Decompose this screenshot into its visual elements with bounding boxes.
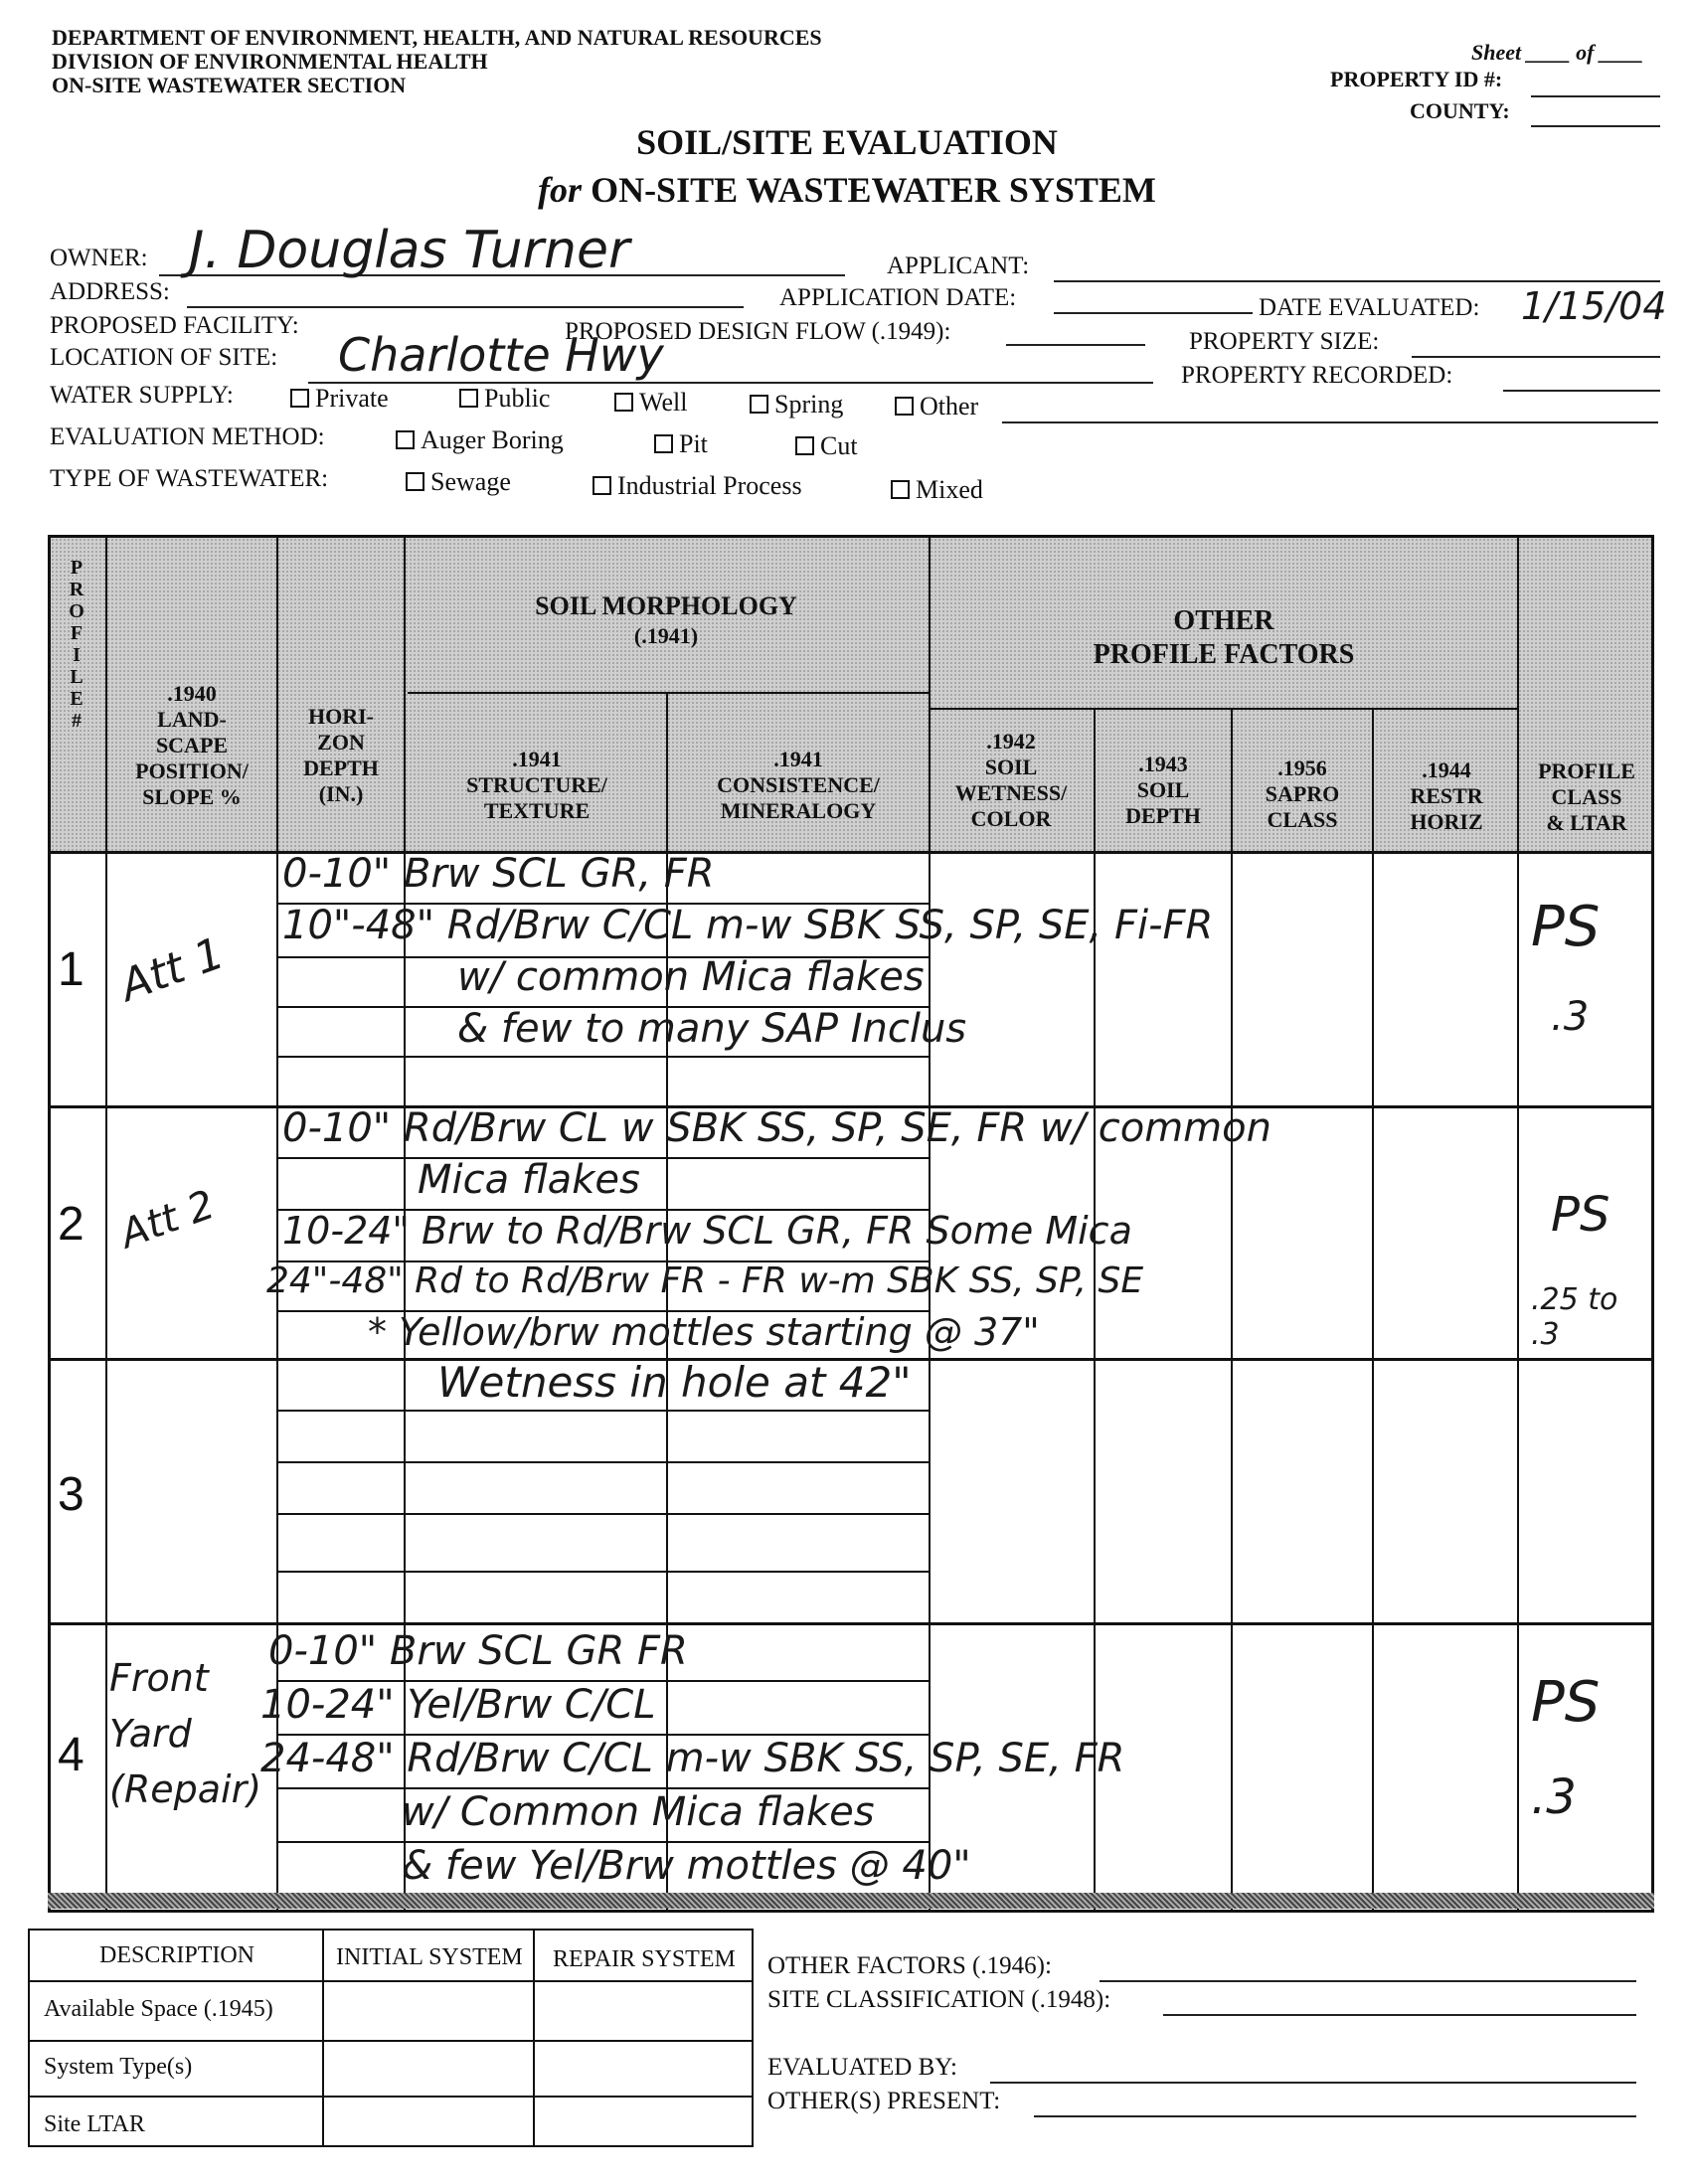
summary-row-2 [28, 2040, 754, 2042]
restr-col-header: .1944 RESTR HORIZ [1410, 757, 1483, 834]
profile-4-line-4: w/ Common Mica flakes [402, 1789, 875, 1835]
profile-1-line-3: w/ common Mica flakes [457, 954, 925, 1000]
location-value: Charlotte Hwy [338, 328, 664, 382]
summary-col-2 [533, 1929, 535, 2147]
waste-industrial-checkbox[interactable]: Industrial Process [593, 471, 802, 501]
water-private-checkbox[interactable]: Private [290, 384, 389, 414]
profile-1-class: PS [1531, 895, 1601, 959]
application-date-label: APPLICATION DATE: [779, 284, 1017, 311]
profile-2-ltar: .25 to .3 [1531, 1282, 1618, 1352]
soil-depth-col-header: .1943 SOIL DEPTH [1125, 752, 1201, 828]
property-id-line[interactable] [1531, 95, 1660, 97]
p1-subrow-4 [276, 1056, 929, 1058]
summary-repair-header: REPAIR SYSTEM [553, 1946, 736, 1972]
p3-subrow-1 [276, 1410, 929, 1412]
waste-mixed-checkbox[interactable]: Mixed [891, 475, 983, 505]
others-present-label: OTHER(S) PRESENT: [767, 2088, 1001, 2114]
wetness-col-header: .1942 SOIL WETNESS/ COLOR [954, 729, 1068, 831]
profile-1-number: 1 [58, 943, 85, 996]
date-evaluated-label: DATE EVALUATED: [1259, 294, 1480, 321]
table-bottom-band [48, 1893, 1654, 1909]
horizon-col-header: HORI- ZON DEPTH (IN.) [303, 704, 379, 806]
water-public-checkbox[interactable]: Public [459, 384, 550, 414]
other-factors-label: OTHER FACTORS (.1946): [767, 1952, 1052, 1979]
col-line-8 [1372, 708, 1374, 1910]
summary-available-space: Available Space (.1945) [44, 1996, 273, 2022]
morph-header-divider [408, 692, 931, 694]
profile-1-landscape: Att 1 [113, 927, 232, 1012]
summary-site-ltar: Site LTAR [44, 2111, 145, 2137]
profile-2-line-5: * Yellow/brw mottles starting @ 37" [368, 1310, 1040, 1354]
eval-cut-checkbox[interactable]: Cut [795, 431, 858, 461]
profile-4-line-5: & few Yel/Brw mottles @ 40" [402, 1843, 971, 1889]
water-other-checkbox[interactable]: Other [895, 392, 978, 421]
form-subtitle: for ON-SITE WASTEWATER SYSTEM [538, 170, 1156, 210]
owner-label: OWNER: [50, 245, 148, 271]
profile-class-col-header: PROFILE CLASS & LTAR [1538, 758, 1635, 835]
design-flow-label: PROPOSED DESIGN FLOW (.1949): [565, 318, 951, 345]
summary-initial-header: INITIAL SYSTEM [336, 1944, 523, 1970]
col-line-1 [105, 538, 107, 1910]
profile-4-line-2: 10-24" Yel/Brw C/CL [260, 1682, 656, 1728]
property-size-line[interactable] [1412, 356, 1660, 358]
form-title: SOIL/SITE EVALUATION [636, 122, 1058, 162]
design-flow-line[interactable] [1006, 344, 1145, 346]
summary-system-types: System Type(s) [44, 2054, 193, 2080]
col-line-7 [1231, 708, 1233, 1910]
profile-col-header: P R O F I L E # [69, 557, 85, 732]
p3-subrow-2 [276, 1461, 929, 1463]
other-factors-line[interactable] [1100, 1980, 1636, 1982]
others-present-line[interactable] [1034, 2115, 1636, 2117]
county-label: COUNTY: [1410, 98, 1510, 123]
profile-1-line-1: 0-10" Brw SCL GR, FR [282, 851, 715, 897]
summary-row-1 [28, 1980, 754, 1982]
col-line-9 [1517, 538, 1519, 1910]
date-evaluated-value: 1/15/04 [1521, 284, 1667, 328]
evaluated-by-label: EVALUATED BY: [767, 2054, 957, 2081]
department-header [52, 26, 822, 97]
eval-auger-checkbox[interactable]: Auger Boring [396, 425, 564, 455]
application-date-line[interactable] [1054, 312, 1253, 314]
applicant-line[interactable] [1054, 280, 1660, 282]
property-id-label: PROPERTY ID #: [1330, 67, 1503, 91]
water-other-line[interactable] [1002, 421, 1658, 423]
profile-1-line-4: & few to many SAP Inclus [457, 1006, 967, 1052]
profile-3-number: 3 [58, 1468, 85, 1521]
dept-line-3: ON-SITE WASTEWATER SECTION [52, 73, 407, 97]
profile-2-line-2: Mica flakes [418, 1157, 640, 1203]
landscape-col-header: .1940 LAND- SCAPE POSITION/ SLOPE % [135, 681, 249, 809]
property-recorded-label: PROPERTY RECORDED: [1181, 362, 1453, 389]
profile-2-line-3: 10-24" Brw to Rd/Brw SCL GR, FR Some Mica [282, 1209, 1132, 1253]
owner-value: J. Douglas Turner [189, 221, 630, 280]
profile-4-line-3: 24-48" Rd/Brw C/CL m-w SBK SS, SP, SE, FR [260, 1736, 1125, 1781]
summary-description-header: DESCRIPTION [99, 1942, 255, 1968]
structure-col-header: .1941 STRUCTURE/ TEXTURE [466, 747, 607, 823]
wastewater-label: TYPE OF WASTEWATER: [50, 465, 329, 492]
profile-4-ltar: .3 [1531, 1769, 1577, 1825]
site-classification-label: SITE CLASSIFICATION (.1948): [767, 1986, 1111, 2013]
row-sep-3 [51, 1622, 1651, 1625]
profile-2-line-1: 0-10" Rd/Brw CL w SBK SS, SP, SE, FR w/ common [282, 1105, 1271, 1151]
water-well-checkbox[interactable]: Well [614, 388, 687, 418]
profile-2-line-4: 24"-48" Rd to Rd/Brw FR - FR w-m SBK SS, SP, SE [266, 1260, 1144, 1301]
waste-sewage-checkbox[interactable]: Sewage [406, 467, 511, 497]
site-classification-line[interactable] [1163, 2014, 1636, 2016]
property-size-label: PROPERTY SIZE: [1189, 328, 1380, 355]
location-line[interactable] [308, 382, 1153, 384]
dept-line-1: DEPARTMENT OF ENVIRONMENT, HEALTH, AND NATURAL RESOURCES [52, 25, 822, 50]
p3-subrow-4 [276, 1571, 929, 1573]
proposed-facility-label: PROPOSED FACILITY: [50, 312, 299, 339]
summary-col-1 [322, 1929, 324, 2147]
consistence-col-header: .1941 CONSISTENCE/ MINERALOGY [717, 747, 880, 823]
address-line[interactable] [187, 306, 744, 308]
profile-4-landscape: Front Yard (Repair) [109, 1656, 262, 1811]
dept-line-2: DIVISION OF ENVIRONMENTAL HEALTH [52, 49, 488, 74]
profile-1-ltar: .3 [1551, 994, 1590, 1040]
evaluated-by-line[interactable] [990, 2082, 1636, 2084]
profile-4-class: PS [1531, 1670, 1601, 1735]
evaluation-method-label: EVALUATION METHOD: [50, 423, 325, 450]
factors-header-divider [931, 708, 1517, 710]
p3-subrow-3 [276, 1513, 929, 1515]
sapro-col-header: .1956 SAPRO CLASS [1265, 756, 1340, 832]
profile-2-landscape: Att 2 [114, 1181, 221, 1259]
applicant-label: APPLICANT: [887, 252, 1030, 279]
profile-3-line-1: Wetness in hole at 42" [437, 1358, 912, 1407]
profile-1-line-2: 10"-48" Rd/Brw C/CL m-w SBK SS, SP, SE, Fi-FR [282, 903, 1214, 948]
summary-row-3 [28, 2096, 754, 2098]
sheet-label: Sheet ____ of ____ [1471, 40, 1643, 65]
property-recorded-line[interactable] [1503, 390, 1660, 392]
water-supply-label: WATER SUPPLY: [50, 382, 234, 409]
location-label: LOCATION OF SITE: [50, 344, 278, 371]
profile-2-class: PS [1551, 1187, 1610, 1243]
address-label: ADDRESS: [50, 278, 170, 305]
profile-4-number: 4 [58, 1729, 85, 1781]
soil-morphology-header: SOIL MORPHOLOGY (.1941) [535, 591, 797, 648]
profile-4-line-1: 0-10" Brw SCL GR FR [268, 1628, 688, 1674]
other-factors-header: OTHER PROFILE FACTORS [1093, 605, 1355, 670]
eval-pit-checkbox[interactable]: Pit [654, 429, 708, 459]
col-line-6 [1094, 708, 1096, 1910]
profile-2-number: 2 [58, 1198, 85, 1251]
water-spring-checkbox[interactable]: Spring [750, 390, 843, 420]
